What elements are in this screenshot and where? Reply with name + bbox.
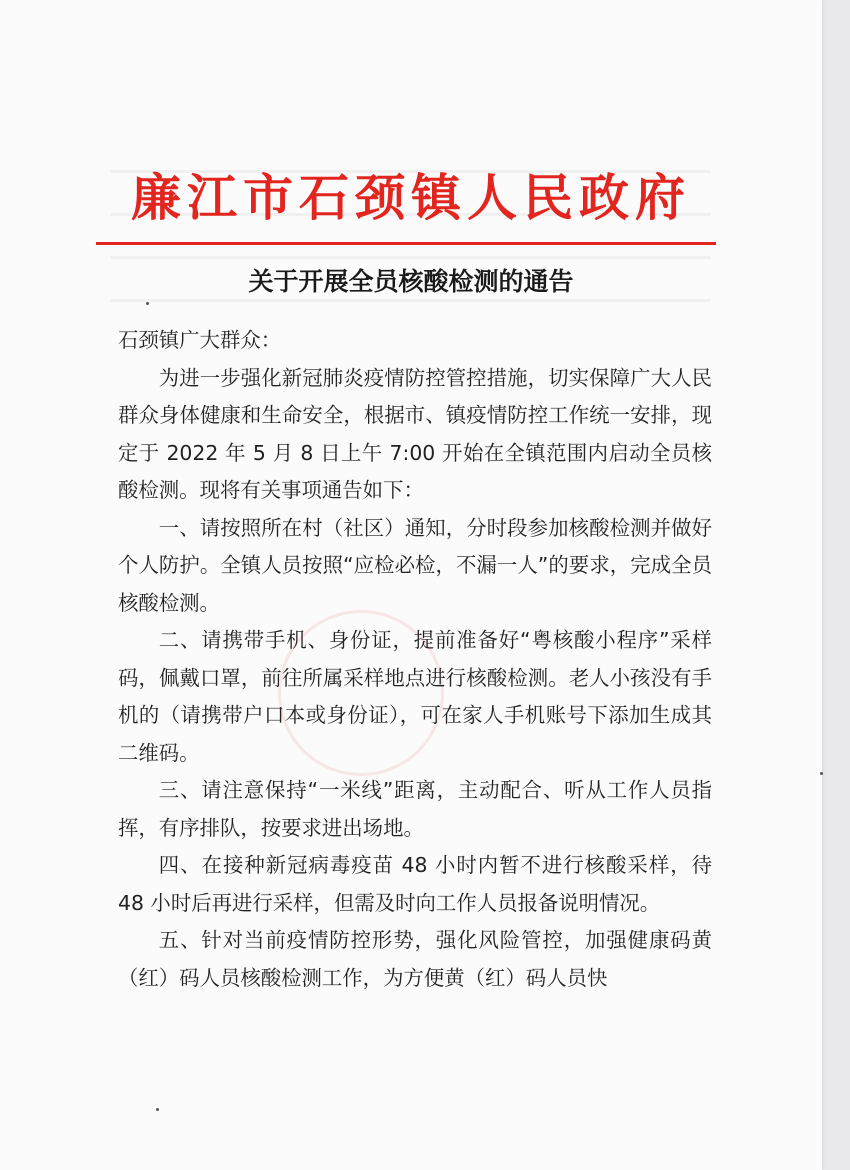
scan-speck (156, 1108, 159, 1111)
salutation: 石颈镇广大群众： (118, 328, 282, 352)
scan-speck (146, 302, 149, 305)
issuer-header: 廉江市石颈镇人民政府 (131, 168, 691, 227)
notice-body (118, 322, 712, 997)
red-divider-line (96, 242, 716, 245)
paragraph-item-1: 一、请按照所在村（社区）通知，分时段参加核酸检测并做好个人防护。全镇人员按照“应检必检，不漏一人”的要求，完成全员核酸检测。 (118, 515, 712, 615)
notice-title: 关于开展全员核酸检测的通告 (248, 267, 574, 296)
paragraph-item-4: 四、在接种新冠病毒疫苗 48 小时内暂不进行核酸采样，待 48 小时后再进行采样，但需及时向工作人员报备说明情况。 (118, 853, 712, 915)
paragraph-item-5: 五、针对当前疫情防控形势，强化风险管控，加强健康码黄（红）码人员核酸检测工作，为方便黄（红）码人员快 (118, 928, 712, 990)
scan-speck (820, 772, 823, 775)
paragraph-item-3: 三、请注意保持“一米线”距离，主动配合、听从工作人员指挥，有序排队，按要求进出场地。 (118, 778, 712, 840)
paragraph-intro: 为进一步强化新冠肺炎疫情防控管控措施，切实保障广大人民群众身体健康和生命安全，根据市、镇疫情防控工作统一安排，现定于 2022 年 5 月 8 日上午 7:00 开始在全镇范围内启动全员核酸检测。现将有关事项通告如下： (118, 365, 712, 502)
paragraph-item-2: 二、请携带手机、身份证，提前准备好“粤核酸小程序”采样码，佩戴口罩，前往所属采样地点进行核酸检测。老人小孩没有手机的（请携带户口本或身份证），可在家人手机账号下添加生成其二维码。 (118, 628, 712, 765)
